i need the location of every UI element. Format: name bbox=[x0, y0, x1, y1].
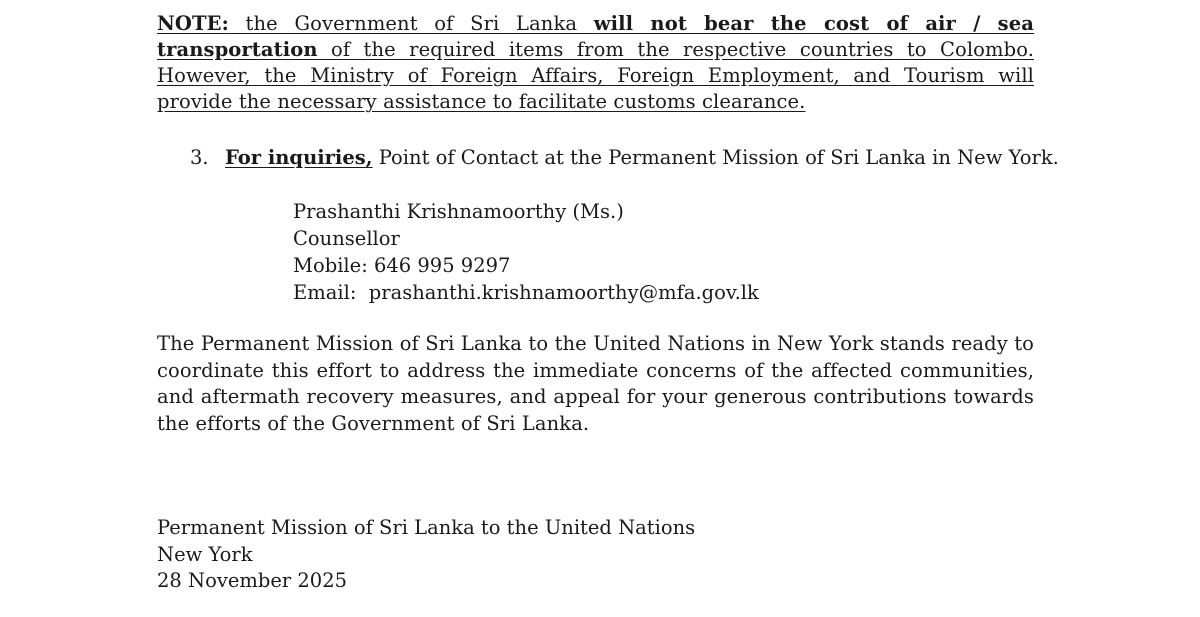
signature-org: Permanent Mission of Sri Lanka to the United Nations bbox=[157, 516, 696, 539]
inquiries-text: Point of Contact at the Permanent Mission of Sri Lanka in New York. bbox=[372, 146, 1059, 169]
closing-paragraph: The Permanent Mission of Sri Lanka to the United Nations in New York stands ready to coordinate this effort to address the immediate concerns of the affected communities, and aftermath recovery measures, and appeal for your generous contributions towards the efforts of the Government of Sri Lanka. bbox=[157, 332, 1034, 435]
contact-block bbox=[293, 198, 759, 306]
note-paragraph bbox=[157, 11, 1034, 115]
contact-name: Prashanthi Krishnamoorthy (Ms.) bbox=[293, 200, 624, 223]
inquiries-item bbox=[190, 145, 1059, 171]
contact-title: Counsellor bbox=[293, 227, 400, 250]
note-bold-text: will not bear the cost of air / sea transportation bbox=[157, 12, 1034, 61]
note-label: NOTE: bbox=[157, 12, 229, 35]
contact-email: Email: prashanthi.krishnamoorthy@mfa.gov.lk bbox=[293, 281, 759, 304]
inquiries-lead: For inquiries, bbox=[225, 146, 373, 169]
signature-date: 28 November 2025 bbox=[157, 569, 348, 592]
item-number: 3. bbox=[190, 146, 209, 169]
note-text-start: the Government of Sri Lanka bbox=[228, 12, 594, 35]
note-text-end: of the required items from the respective countries to Colombo. However, the Ministry of Foreign Affairs, Foreign Employment, and Tourism will provide the necessary assistance to facilitate customs clearance. bbox=[157, 38, 1034, 113]
signature-city: New York bbox=[157, 542, 253, 566]
signature-block bbox=[157, 515, 695, 595]
contact-mobile: Mobile: 646 995 9297 bbox=[293, 254, 511, 277]
